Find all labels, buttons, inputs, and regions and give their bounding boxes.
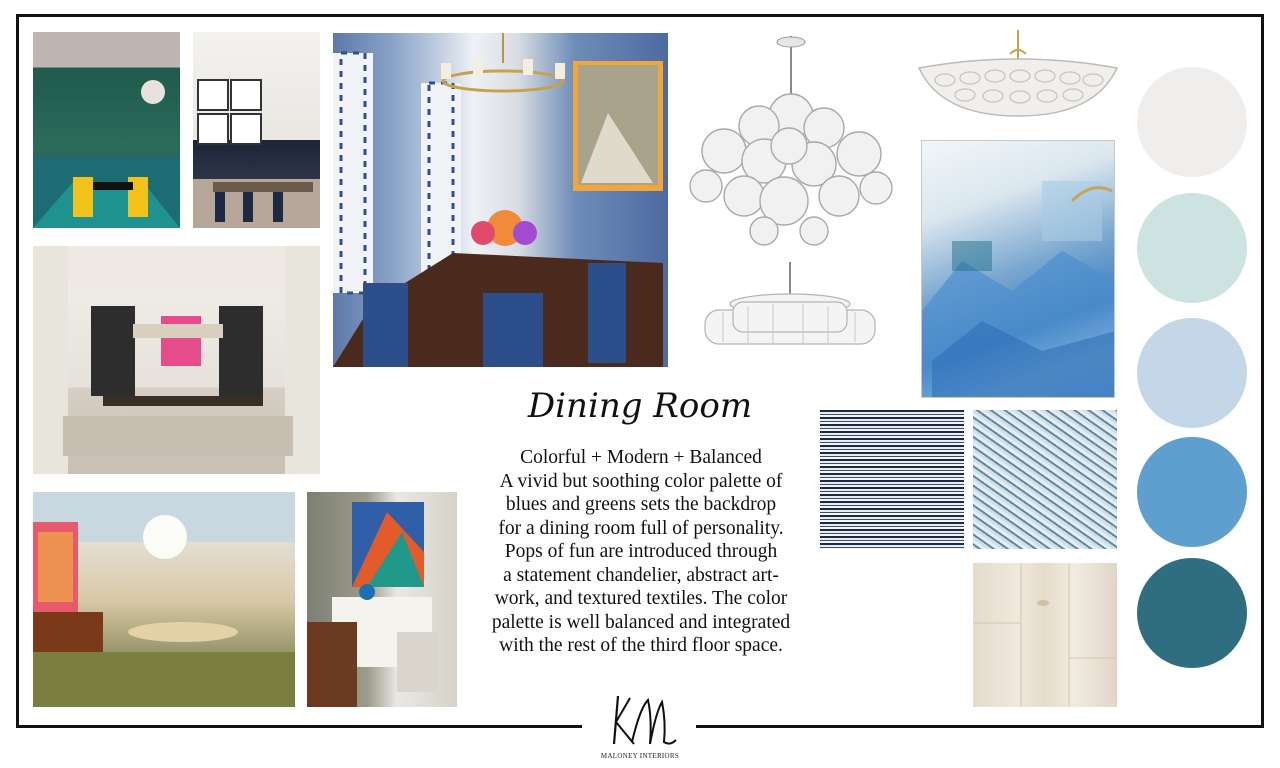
swatch-light-blue bbox=[1137, 318, 1247, 428]
brand-logo-icon bbox=[600, 688, 680, 754]
description-line: for a dining room full of personality. bbox=[498, 517, 784, 539]
description-line: blues and greens sets the backdrop bbox=[505, 494, 777, 515]
photo-abstract-art-room-graphic bbox=[307, 492, 457, 707]
photo-coffered-dining-room-graphic bbox=[33, 246, 320, 474]
abstract-artwork-graphic bbox=[922, 141, 1115, 398]
brass-chandelier-icon bbox=[441, 33, 565, 91]
description-line: Colorful + Modern + Balanced bbox=[520, 447, 762, 468]
description-line: Pops of fun are introduced through bbox=[504, 541, 778, 562]
swatch-pale-aqua bbox=[1137, 193, 1247, 303]
fabric-blue-geometric bbox=[973, 410, 1117, 549]
photo-cloud-chandelier-room-graphic bbox=[33, 492, 295, 707]
photo-cloud-chandelier-room bbox=[33, 492, 295, 707]
photo-teal-dining-room bbox=[33, 32, 180, 228]
photo-coffered-dining-room bbox=[33, 246, 320, 474]
photo-teal-dining-room-graphic bbox=[33, 32, 180, 228]
abstract-artwork bbox=[921, 140, 1115, 398]
board-title: Dining Room bbox=[527, 386, 753, 426]
pendant-bowl-icon bbox=[915, 30, 1121, 122]
brand-name: MALONEY INTERIORS bbox=[600, 752, 680, 760]
description-line: with the rest of the third floor space. bbox=[499, 635, 783, 656]
woven-bowl-pendant bbox=[915, 30, 1121, 122]
photo-main-blue-dining-room bbox=[333, 33, 668, 367]
description-line: work, and textured textiles. The color bbox=[494, 588, 788, 609]
tiered-glass-chandelier bbox=[693, 262, 887, 362]
wood-flooring-graphic bbox=[973, 563, 1117, 707]
chandelier-tiered-icon bbox=[693, 262, 887, 362]
bubble-chandelier bbox=[684, 36, 898, 246]
swatch-sky-blue bbox=[1137, 437, 1247, 547]
swatch-off-white bbox=[1137, 67, 1247, 177]
board-description bbox=[466, 446, 816, 658]
description-line: A vivid but soothing color palette of bbox=[499, 470, 783, 492]
photo-white-dining-room bbox=[193, 32, 320, 228]
description-line: a statement chandelier, abstract art- bbox=[503, 564, 779, 586]
description-line: palette is well balanced and integrated bbox=[491, 611, 791, 633]
wood-flooring-sample bbox=[973, 563, 1117, 707]
swatch-deep-teal bbox=[1137, 558, 1247, 668]
chandelier-bubble-icon bbox=[684, 36, 898, 246]
fabric-navy-stripe bbox=[820, 410, 964, 549]
brand-monogram-icon bbox=[600, 688, 680, 754]
photo-main-blue-dining-room-graphic bbox=[333, 33, 668, 367]
photo-abstract-art-room bbox=[307, 492, 457, 707]
photo-white-dining-room-graphic bbox=[193, 32, 320, 228]
